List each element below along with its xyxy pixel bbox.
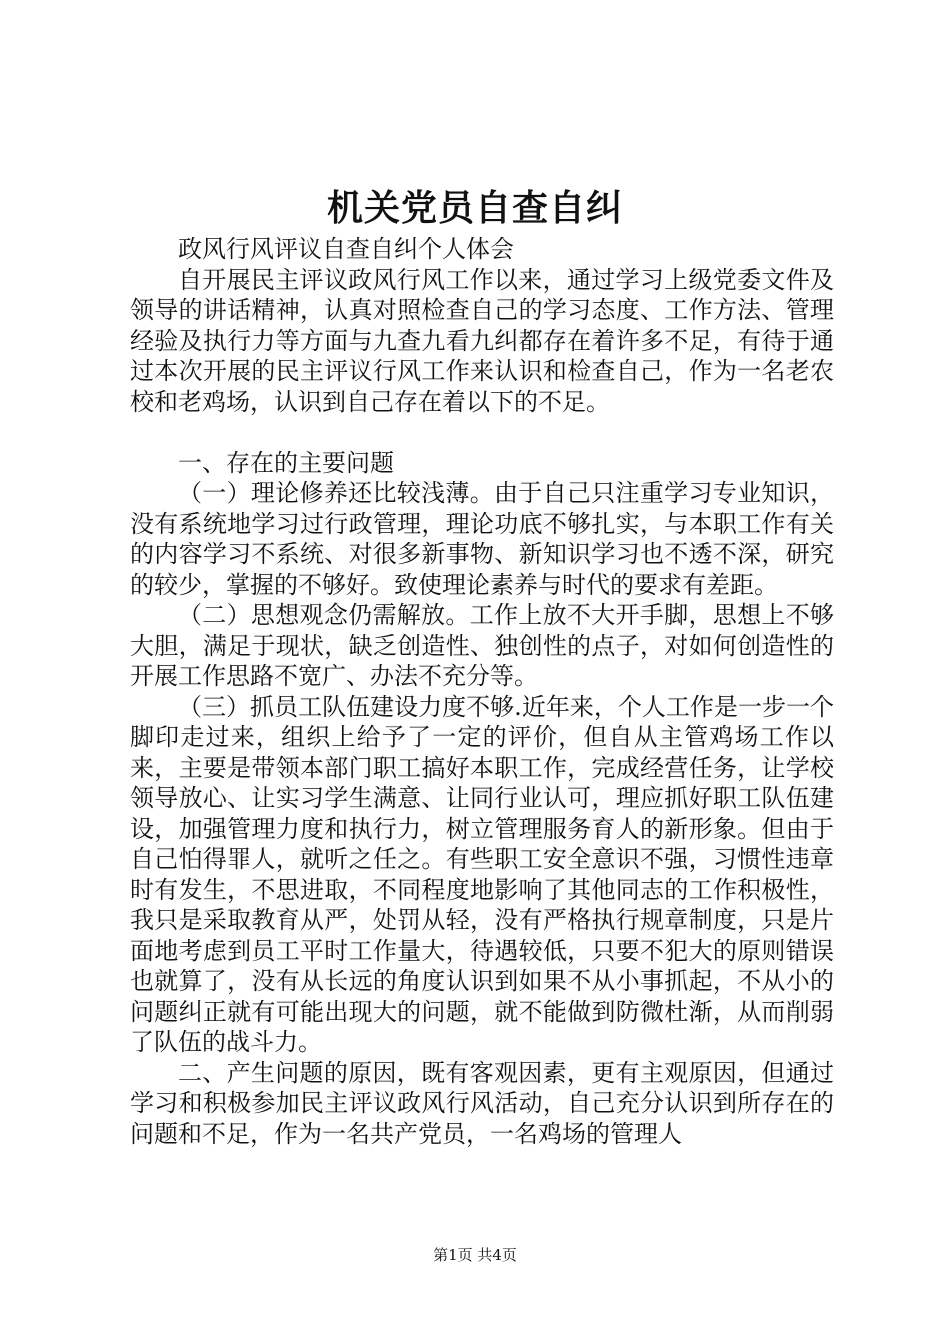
problem-paragraph-2: （二）思想观念仍需解放。工作上放不大开手脚，思想上不够大胆，满足于现状，缺乏创造性、独创性的点子，对如何创造性的开展工作思路不宽广、办法不充分等。 (130, 601, 834, 690)
document-title: 机关党员自查自纠 (326, 188, 623, 229)
section-heading-problems: 一、存在的主要问题 (178, 448, 394, 477)
page-footer: 第1页 共4页 (433, 1246, 517, 1264)
problem-paragraph-3: （三）抓员工队伍建设力度不够.近年来，个人工作是一步一个脚印走过来，组织上给予了一定的评价，但自从主管鸡场工作以来，主要是带领本部门职工搞好本职工作，完成经营任务，让学校领导放心、让实习学生满意、让同行业认可，理应抓好职工队伍建设，加强管理力度和执行力，树立管理服务育人的新形象。但由于自己怕得罪人，就听之任之。有些职工安全意识不强，习惯性违章时有发生，不思进取，不同程度地影响了其他同志的工作积极性，我只是采取教育从严，处罚从轻，没有严格执行规章制度，只是片面地考虑到员工平时工作量大，待遇较低，只要不犯大的原则错误也就算了，没有从长远的角度认识到如果不从小事抓起，不从小的问题纠正就有可能出现大的问题，就不能做到防微杜渐，从而削弱了队伍的战斗力。 (130, 692, 834, 1056)
intro-paragraph: 自开展民主评议政风行风工作以来，通过学习上级党委文件及领导的讲话精神，认真对照检查自己的学习态度、工作方法、管理经验及执行力等方面与九查九看九纠都存在着许多不足，有待于通过本次开展的民主评议行风工作来认识和检查自己，作为一名老农校和老鸡场，认识到自己存在着以下的不足。 (130, 265, 834, 416)
problem-paragraph-1: （一）理论修养还比较浅薄。由于自己只注重学习专业知识，没有系统地学习过行政管理，理论功底不够扎实，与本职工作有关的内容学习不系统、对很多新事物、新知识学习也不透不深，研究的较少，掌握的不够好。致使理论素养与时代的要求有差距。 (130, 479, 834, 599)
causes-paragraph: 二、产生问题的原因，既有客观因素，更有主观原因，但通过学习和积极参加民主评议政风行风活动，自己充分认识到所存在的问题和不足，作为一名共产党员，一名鸡场的管理人 (130, 1058, 834, 1148)
document-body (130, 234, 834, 1149)
subtitle-paragraph: 政风行风评议自查自纠个人体会 (178, 235, 514, 263)
